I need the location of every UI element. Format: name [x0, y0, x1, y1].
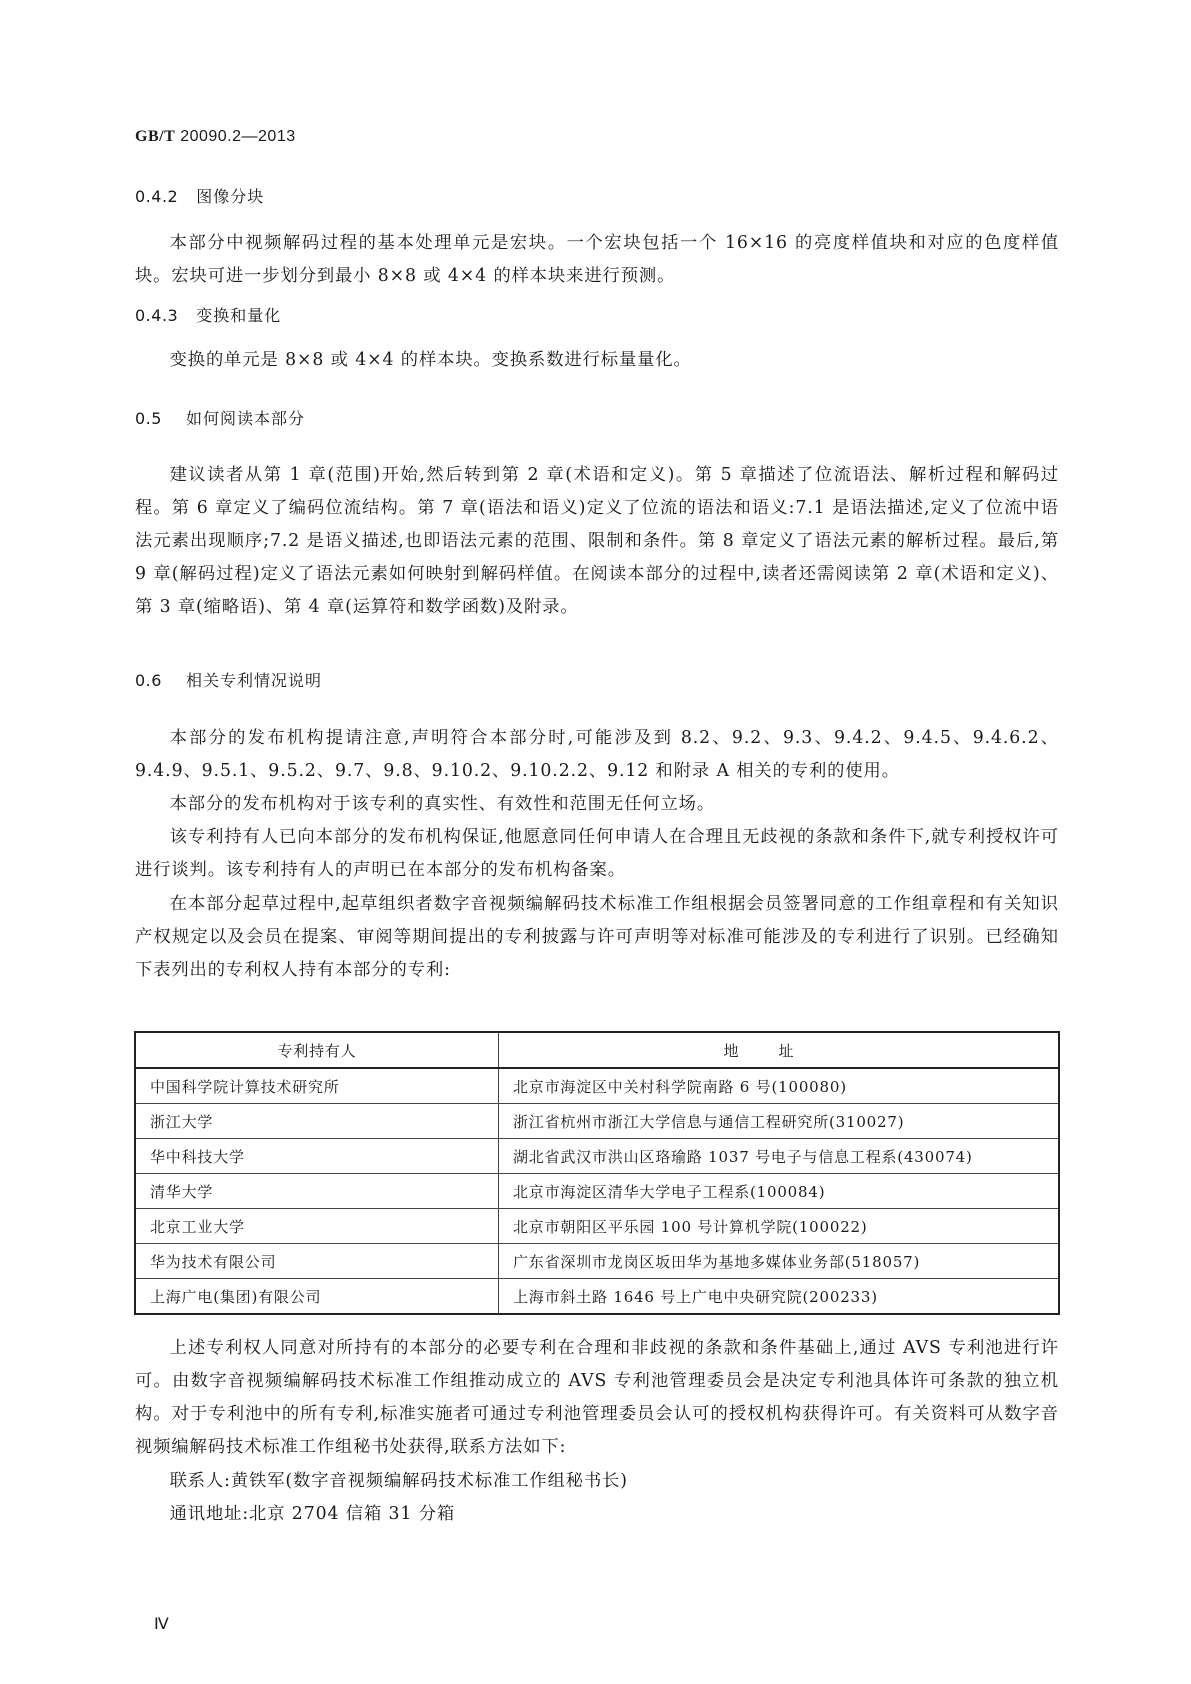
table-row [135, 1104, 1059, 1139]
heading-number: 0.5 [135, 409, 162, 428]
paragraph-0-4-2: 本部分中视频解码过程的基本处理单元是宏块。一个宏块包括一个 16×16 的亮度样值块和对应的色度样值块。宏块可进一步划分到最小 8×8 或 4×4 的样本块来进行预测。 [135, 233, 1059, 286]
holder-cell: 中国科学院计算技术研究所 [135, 1068, 499, 1104]
contact-person: 联系人:黄铁军(数字音视频编解码技术标准工作组秘书长) [169, 1471, 628, 1491]
paragraph-patent-notice: 本部分的发布机构提请注意,声明符合本部分时,可能涉及到 8.2、9.2、9.3、9.4.2、9.4.5、9.4.6.2、9.4.9、9.5.1、9.5.2、9.7、9.8、9.10.2、9.10.2.2、9.12 和附录 A 相关的专利的使用。 [135, 728, 1059, 781]
address-cell: 北京市海淀区中关村科学院南路 6 号(100080) [499, 1068, 1060, 1104]
heading-0-4-3 [135, 303, 281, 326]
heading-0-5 [135, 406, 305, 429]
paragraph-0-4-3: 变换的单元是 8×8 或 4×4 的样本块。变换系数进行标量量化。 [169, 350, 692, 370]
patent-holder-table [134, 1031, 1060, 1315]
address-cell: 北京市朝阳区平乐园 100 号计算机学院(100022) [499, 1209, 1060, 1244]
heading-number: 0.4.2 [135, 187, 179, 206]
holder-cell: 华为技术有限公司 [135, 1244, 499, 1279]
heading-title: 变换和量化 [196, 306, 282, 325]
paragraph-patent-identification: 在本部分起草过程中,起草组织者数字音视频编解码技术标准工作组根据会员签署同意的工作组章程和有关知识产权规定以及会员在提案、审阅等期间提出的专利披露与许可声明等对标准可能涉及的专利进行了识别。已经确知下表列出的专利权人持有本部分的专利: [135, 894, 1059, 980]
holder-cell: 北京工业大学 [135, 1209, 499, 1244]
heading-title: 相关专利情况说明 [185, 671, 322, 690]
holder-cell: 清华大学 [135, 1174, 499, 1209]
address-cell: 湖北省武汉市洪山区珞瑜路 1037 号电子与信息工程系(430074) [499, 1139, 1060, 1174]
table-row [135, 1068, 1059, 1104]
standard-code: 20090.2—2013 [180, 128, 296, 145]
heading-number: 0.6 [135, 671, 162, 690]
heading-0-4-2 [135, 184, 264, 207]
holder-cell: 浙江大学 [135, 1104, 499, 1139]
table-row [135, 1174, 1059, 1209]
table-row [135, 1209, 1059, 1244]
heading-number: 0.4.3 [135, 306, 179, 325]
page-header [135, 128, 296, 146]
address-cell: 上海市斜土路 1646 号上广电中央研究院(200233) [499, 1279, 1060, 1315]
standard-prefix: GB/T [135, 128, 176, 145]
address-cell: 浙江省杭州市浙江大学信息与通信工程研究所(310027) [499, 1104, 1060, 1139]
heading-title: 如何阅读本部分 [185, 409, 305, 428]
table-header-address: 地址 [499, 1032, 1060, 1068]
heading-0-6 [135, 668, 322, 691]
heading-title: 图像分块 [196, 187, 265, 206]
paragraph-patent-assurance: 该专利持有人已向本部分的发布机构保证,他愿意同任何申请人在合理且无歧视的条款和条件下,就专利授权许可进行谈判。该专利持有人的声明已在本部分的发布机构备案。 [135, 827, 1059, 880]
holder-cell: 华中科技大学 [135, 1139, 499, 1174]
page-number: Ⅳ [154, 1616, 169, 1633]
table-header-holder: 专利持有人 [135, 1032, 499, 1068]
table-row [135, 1244, 1059, 1279]
paragraph-0-5: 建议读者从第 1 章(范围)开始,然后转到第 2 章(术语和定义)。第 5 章描述了位流语法、解析过程和解码过程。第 6 章定义了编码位流结构。第 7 章(语法和语义)定义了位流的语法和语义:7.1 是语法描述,定义了位流中语法元素出现顺序;7.2 是语义描述,也即语法元素的范围、限制和条件。第 8 章定义了语法元素的解析过程。最后,第 9 章(解码过程)定义了语法元素如何映射到解码样值。在阅读本部分的过程中,读者还需阅读第 2 章(术语和定义)、第 3 章(缩略语)、第 4 章(运算符和数学函数)及附录。 [135, 465, 1059, 617]
paragraph-patent-position: 本部分的发布机构对于该专利的真实性、有效性和范围无任何立场。 [169, 794, 716, 814]
contact-address: 通讯地址:北京 2704 信箱 31 分箱 [169, 1504, 456, 1524]
holder-cell: 上海广电(集团)有限公司 [135, 1279, 499, 1315]
table-header-row [135, 1032, 1059, 1068]
table-row [135, 1279, 1059, 1315]
table-row [135, 1139, 1059, 1174]
paragraph-patent-pool: 上述专利权人同意对所持有的本部分的必要专利在合理和非歧视的条款和条件基础上,通过 AVS 专利池进行许可。由数字音视频编解码技术标准工作组推动成立的 AVS 专利池管理委员会是决定专利池具体许可条款的独立机构。对于专利池中的所有专利,标准实施者可通过专利池管理委员会认可的授权机构获得许可。有关资料可从数字音视频编解码技术标准工作组秘书处获得,联系方法如下: [135, 1338, 1059, 1457]
address-cell: 广东省深圳市龙岗区坂田华为基地多媒体业务部(518057) [499, 1244, 1060, 1279]
address-cell: 北京市海淀区清华大学电子工程系(100084) [499, 1174, 1060, 1209]
